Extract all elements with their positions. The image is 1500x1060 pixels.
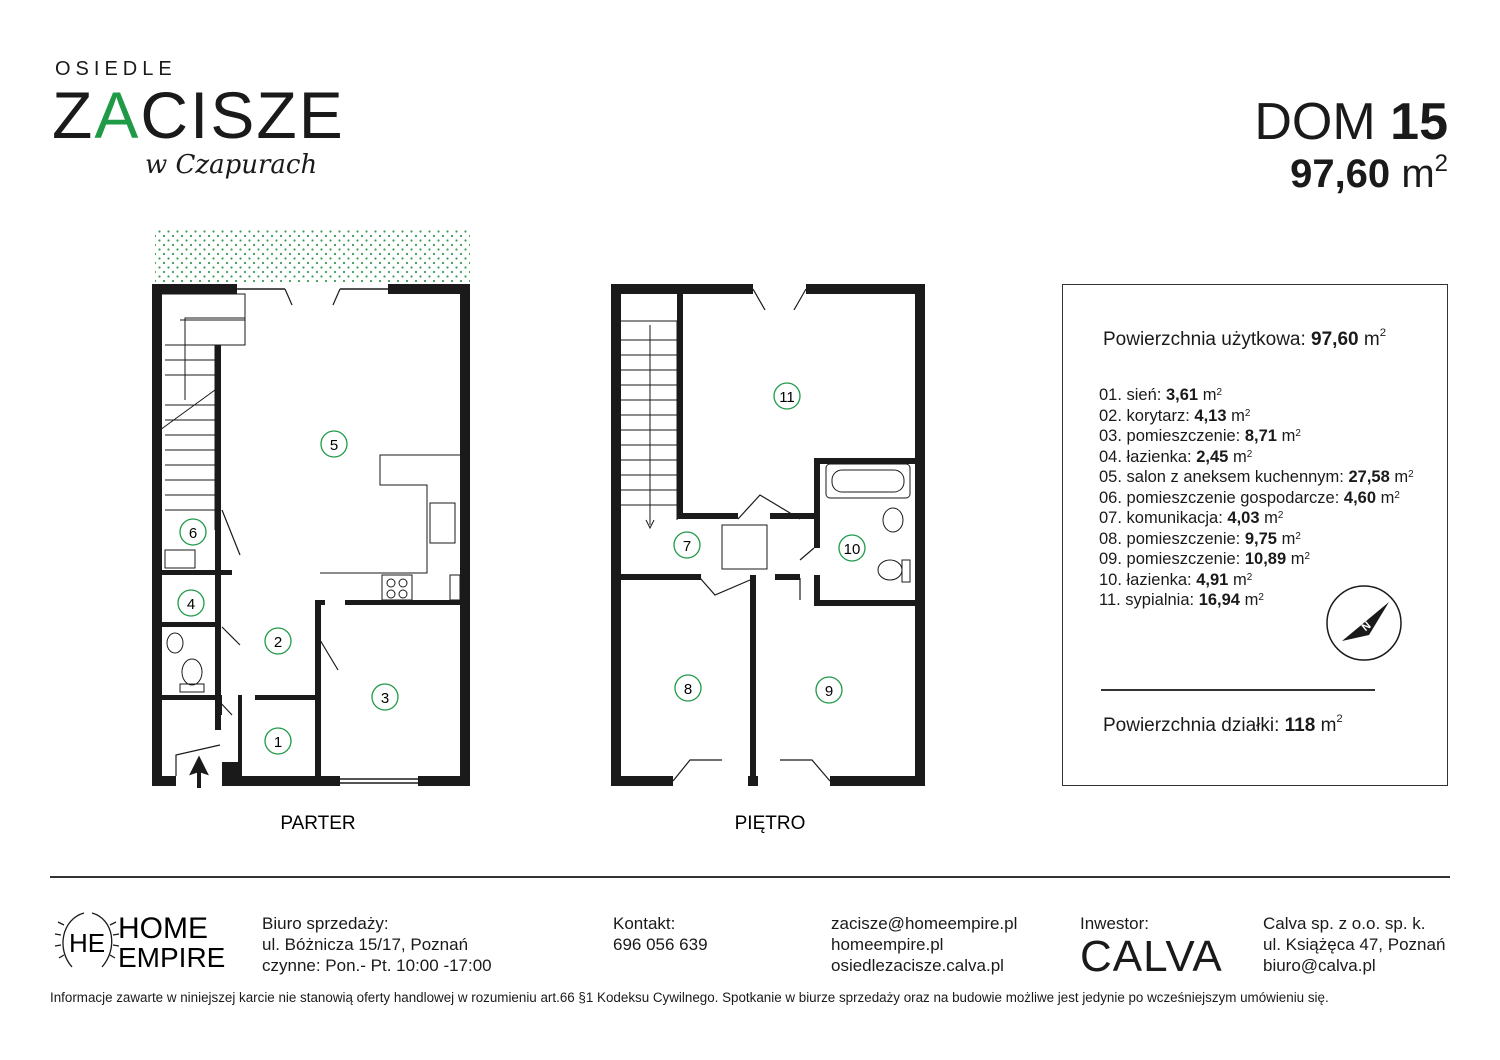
room-area-exp: 2	[1408, 469, 1414, 480]
room-number: 1	[273, 734, 283, 751]
wall	[750, 575, 756, 776]
room-area-value: 2,45	[1196, 447, 1229, 466]
room-area-value: 4,60	[1343, 488, 1377, 507]
ground-room-markers	[178, 431, 398, 754]
skylight	[722, 525, 767, 569]
plot-area-exp: 2	[1336, 713, 1343, 725]
room-list-item	[1099, 529, 1414, 550]
room-area-value: 16,94	[1198, 591, 1240, 609]
estate-website-link[interactable]: osiedlezacisze.calva.pl	[831, 956, 1004, 975]
email-link[interactable]: zacisze@homeempire.pl	[831, 914, 1018, 933]
logo-letter-z: Z	[52, 78, 95, 152]
wall	[238, 695, 242, 775]
wall	[152, 284, 162, 786]
wall	[683, 513, 738, 519]
wall	[677, 294, 683, 519]
room-area-exp: 2	[1394, 489, 1400, 501]
sales-office-hours: czynne: Pon.- Pt. 10:00 -17:00	[262, 956, 492, 975]
wall	[345, 600, 460, 605]
stairs	[160, 294, 245, 530]
wall	[814, 458, 820, 548]
room-list-item	[1099, 385, 1414, 406]
room-list	[1099, 385, 1414, 611]
room-number: 11	[779, 389, 795, 406]
company-email[interactable]: biuro@calva.pl	[1263, 956, 1376, 975]
house-title	[1254, 92, 1448, 152]
room-number: 8	[683, 681, 693, 698]
wall	[162, 622, 217, 627]
brand-mark: HE	[68, 928, 106, 958]
web-links	[831, 913, 1017, 976]
wall	[611, 776, 673, 786]
contact-title: Kontakt:	[613, 914, 676, 933]
brand-line2: EMPIRE	[118, 942, 226, 973]
room-label: 03. pomieszczenie:	[1099, 427, 1241, 445]
room-label: 10. łazienka:	[1099, 570, 1192, 589]
house-number: 15	[1390, 93, 1448, 151]
kitchen-counter	[320, 455, 460, 600]
sales-office-info	[262, 913, 492, 976]
room-area-value: 4,03	[1227, 509, 1260, 527]
usable-area-exp: 2	[1379, 327, 1387, 339]
wall	[216, 695, 222, 715]
logo-top-text: OSIEDLE	[55, 58, 177, 80]
room-area-exp: 2	[1246, 571, 1253, 583]
sales-office-title: Biuro sprzedaży:	[262, 914, 389, 933]
wall	[315, 600, 325, 605]
room-area-exp: 2	[1304, 551, 1310, 562]
house-area-exp: 2	[1434, 150, 1448, 177]
plot-area-unit: m	[1320, 715, 1337, 736]
logo-main-rest: CISZE	[140, 78, 345, 152]
room-number: 7	[682, 538, 692, 555]
room-area-unit: m	[1231, 406, 1245, 425]
room-label: 05. salon z aneksem kuchennym:	[1099, 468, 1344, 486]
room-area-value: 10,89	[1244, 550, 1287, 568]
wall	[830, 776, 925, 786]
usable-area-label: Powierzchnia użytkowa:	[1103, 329, 1306, 350]
room-area-unit: m	[1281, 427, 1296, 445]
room-area-unit: m	[1264, 509, 1278, 527]
room-list-item	[1099, 426, 1414, 447]
room-area-exp: 2	[1277, 510, 1284, 521]
company-name: Calva sp. z o.o. sp. k.	[1263, 914, 1426, 933]
room-label: 01. sień:	[1099, 386, 1162, 404]
room-area-value: 4,13	[1194, 406, 1227, 425]
investor-logo: CALVA	[1080, 932, 1223, 981]
legend-separator	[1101, 689, 1375, 691]
stairs	[621, 321, 677, 528]
wall	[806, 284, 925, 294]
ground-floor-label: PARTER	[280, 813, 356, 834]
room-number: 2	[273, 634, 283, 651]
room-area-value: 8,71	[1244, 427, 1277, 445]
room-number: 5	[329, 437, 339, 454]
room-number: 4	[186, 596, 196, 613]
wall	[621, 574, 701, 580]
room-area-value: 27,58	[1348, 468, 1390, 486]
room-area-unit: m	[1281, 529, 1296, 548]
room-area-value: 9,75	[1244, 529, 1277, 548]
logo-accent-letter: A	[94, 78, 141, 152]
compass-icon	[1325, 585, 1405, 665]
first-room-markers	[674, 383, 865, 703]
room-number: 3	[380, 690, 390, 707]
area-legend	[1062, 284, 1448, 786]
room-area-exp: 2	[1258, 592, 1264, 603]
room-area-exp: 2	[1295, 530, 1301, 542]
wall	[162, 570, 232, 575]
usable-area-unit: m	[1363, 329, 1380, 350]
company-address: ul. Książęca 47, Poznań	[1263, 935, 1446, 954]
wall	[460, 284, 470, 786]
house-area-unit: m	[1401, 152, 1435, 196]
house-title-prefix: DOM	[1254, 93, 1376, 151]
room-area-unit: m	[1394, 468, 1409, 486]
bathroom-fixtures	[826, 464, 910, 582]
wall	[611, 284, 753, 294]
room-number: 6	[188, 525, 198, 542]
room-area-unit: m	[1380, 488, 1395, 507]
room-area-unit: m	[1232, 447, 1247, 466]
website-link[interactable]: homeempire.pl	[831, 935, 944, 954]
garden-area	[155, 230, 470, 282]
laurel-icon	[52, 905, 232, 975]
investor-label: Inwestor:	[1080, 914, 1149, 933]
room-area-unit: m	[1244, 591, 1259, 609]
house-area-value: 97,60	[1290, 152, 1391, 196]
wall	[611, 284, 621, 786]
first-floor-plan	[611, 284, 925, 834]
room-label: 07. komunikacja:	[1099, 509, 1223, 527]
wall	[315, 600, 321, 780]
room-list-item	[1099, 406, 1414, 427]
room-list-item	[1099, 467, 1414, 488]
home-empire-logo	[52, 905, 232, 980]
contact-phone[interactable]: 696 056 639	[613, 935, 708, 954]
room-label: 02. korytarz:	[1099, 406, 1190, 425]
room-area-exp: 2	[1216, 387, 1222, 398]
company-info	[1263, 913, 1445, 976]
room-number: 10	[843, 541, 861, 558]
room-label: 06. pomieszczenie gospodarcze:	[1099, 488, 1340, 507]
compass-letter: N	[1359, 619, 1374, 634]
wall	[255, 695, 320, 700]
wall	[152, 776, 176, 786]
room-area-unit: m	[1202, 386, 1217, 404]
room-area-unit: m	[1290, 550, 1305, 568]
plot-area-label: Powierzchnia działki:	[1103, 715, 1280, 736]
wall	[814, 458, 915, 464]
room-list-item	[1099, 508, 1414, 529]
room-area-exp: 2	[1295, 428, 1301, 439]
logo-script-text: w Czapurach	[145, 150, 318, 180]
wall	[222, 776, 340, 786]
brand-line1: HOME	[118, 912, 208, 945]
first-floor-label: PIĘTRO	[734, 813, 806, 834]
wall	[418, 776, 470, 786]
usable-area-value: 97,60	[1311, 329, 1359, 350]
wall	[748, 776, 758, 786]
wall	[814, 600, 915, 606]
plot-area	[1103, 715, 1343, 737]
room-area-exp: 2	[1244, 407, 1251, 419]
room-list-item	[1099, 549, 1414, 570]
ground-floor-plan	[152, 230, 470, 834]
sales-office-address: ul. Bóżnicza 15/17, Poznań	[262, 935, 469, 954]
usable-area	[1103, 329, 1386, 351]
wall	[388, 284, 470, 294]
room-list-item	[1099, 447, 1414, 468]
contact-info	[613, 913, 708, 955]
footer-divider	[50, 876, 1450, 878]
room-area-unit: m	[1232, 570, 1247, 589]
wall	[215, 345, 221, 730]
house-area	[1290, 152, 1448, 197]
room-list-item	[1099, 488, 1414, 509]
wall	[775, 574, 800, 580]
room-label: 08. pomieszczenie:	[1099, 529, 1241, 548]
room-label: 09. pomieszczenie:	[1099, 550, 1241, 568]
disclaimer: Informacje zawarte w niniejszej karcie nie stanowią oferty handlowej w rozumieniu art.66 §1 Kodeksu Cywilnego. Spotkanie w biurze sprzedaży oraz na budowie możliwe jest jedynie po wcześniejszym umówieniu się.	[50, 990, 1329, 1005]
room-area-value: 3,61	[1165, 386, 1199, 404]
room-label: 11. sypialnia:	[1099, 591, 1195, 609]
wall	[915, 284, 925, 786]
plot-area-value: 118	[1284, 715, 1316, 736]
room-area-exp: 2	[1246, 448, 1253, 460]
room-area-value: 4,91	[1196, 570, 1229, 589]
wall	[162, 695, 222, 700]
room-label: 04. łazienka:	[1099, 447, 1192, 466]
room-number: 9	[824, 683, 834, 700]
entry-arrow-icon	[193, 760, 205, 788]
wall	[152, 284, 237, 294]
